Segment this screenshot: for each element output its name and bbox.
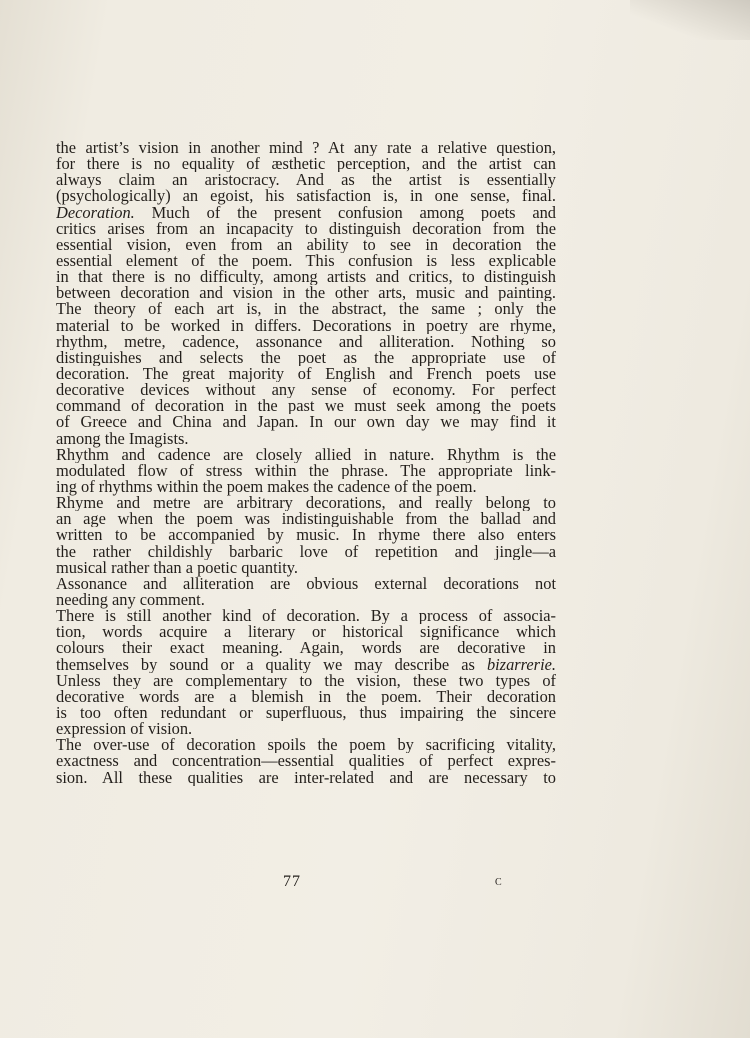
page-corner-shadow bbox=[630, 0, 750, 40]
text-line bbox=[56, 511, 556, 527]
text-line bbox=[56, 221, 556, 237]
body-text bbox=[56, 140, 556, 786]
text-line bbox=[56, 382, 556, 398]
italic-term: Decoration. bbox=[56, 204, 135, 221]
line-text: of Greece and China and Japan. In our own day we may find it bbox=[56, 414, 556, 431]
line-text: Rhythm and cadence are closely allied in nature. Rhythm is the bbox=[56, 446, 556, 463]
text-line bbox=[56, 350, 556, 366]
text-line bbox=[56, 318, 556, 334]
text-line bbox=[56, 447, 556, 463]
line-text: needing any comment. bbox=[56, 589, 205, 609]
line-text: command of decoration in the past we must seek among the poets bbox=[56, 398, 556, 415]
line-text: among the Imagists. bbox=[56, 428, 189, 448]
line-text: an age when the poem was indistinguishable from the ballad and bbox=[56, 511, 556, 528]
line-text: modulated flow of stress within the phrase. The appropriate link- bbox=[56, 462, 556, 479]
text-line bbox=[56, 366, 556, 382]
line-text: the artist’s vision in another mind ? At any rate a relative question, bbox=[56, 140, 556, 157]
line-text: material to be worked in differs. Decorations in poetry are rhyme, bbox=[56, 317, 556, 334]
text-line bbox=[56, 428, 556, 448]
text-line bbox=[56, 205, 556, 221]
signature-mark: c bbox=[495, 874, 502, 889]
line-text: Much of the present confusion among poets and bbox=[134, 204, 556, 221]
line-text: decoration. The great majority of English and French poets use bbox=[56, 365, 556, 383]
text-line bbox=[56, 770, 556, 786]
line-text: rhythm, metre, cadence, assonance and alliteration. Nothing so bbox=[56, 333, 556, 350]
text-line bbox=[56, 301, 556, 317]
line-text: There is still another kind of decoration. By a process of associa- bbox=[56, 608, 556, 625]
line-text: The over-use of decoration spoils the poem by sacrificing vitality, bbox=[56, 737, 556, 754]
text-line bbox=[56, 140, 556, 156]
line-text: is too often redundant or superfluous, thus impairing the sincere bbox=[56, 704, 556, 722]
line-text: tion, words acquire a literary or historical significance which bbox=[56, 624, 556, 641]
text-line bbox=[56, 608, 556, 624]
line-text: between decoration and vision in the other arts, music and painting. bbox=[56, 285, 556, 302]
line-text: sion. All these qualities are inter-related and are necessary to bbox=[56, 769, 556, 786]
text-line bbox=[56, 476, 556, 496]
text-line bbox=[56, 285, 556, 301]
line-text: essential vision, even from an ability to see in decoration the bbox=[56, 236, 556, 253]
line-text: essential element of the poem. This confusion is less explicable bbox=[56, 252, 556, 270]
line-text: Rhyme and metre are arbitrary decorations, and really belong to bbox=[56, 495, 556, 512]
line-text: for there is no equality of æsthetic perception, and the artist can bbox=[56, 156, 556, 173]
text-line bbox=[56, 624, 556, 640]
line-text: exactness and concentration—essential qualities of perfect expres- bbox=[56, 753, 556, 770]
text-line bbox=[56, 753, 556, 769]
line-text: written to be accompanied by music. In rhyme there also enters bbox=[56, 527, 556, 544]
line-text: The theory of each art is, in the abstract, the same ; only the bbox=[56, 301, 556, 318]
text-line bbox=[56, 156, 556, 172]
text-line bbox=[56, 269, 556, 285]
text-line bbox=[56, 657, 556, 673]
text-line bbox=[56, 527, 556, 543]
line-text: in that there is no difficulty, among artists and critics, to distinguish bbox=[56, 269, 556, 286]
text-line bbox=[56, 398, 556, 414]
line-text: themselves by sound or a quality we may describe as bbox=[56, 656, 487, 673]
line-text: critics arises from an incapacity to distinguish decoration from the bbox=[56, 220, 556, 237]
text-line bbox=[56, 721, 556, 737]
line-text: expression of vision. bbox=[56, 719, 193, 739]
line-text: Unless they are complementary to the vision, these two types of bbox=[56, 672, 556, 689]
line-text: ing of rhythms within the poem makes the cadence of the poem. bbox=[56, 476, 477, 496]
line-text: decorative devices without any sense of economy. For perfect bbox=[56, 382, 556, 399]
line-text: colours their exact meaning. Again, words are decorative in bbox=[56, 640, 556, 657]
text-line bbox=[56, 253, 556, 269]
text-line bbox=[56, 737, 556, 753]
text-line bbox=[56, 640, 556, 656]
line-text: the rather childishly barbaric love of repetition and jingle—a bbox=[56, 543, 556, 560]
text-line bbox=[56, 673, 556, 689]
text-line bbox=[56, 188, 556, 204]
text-line bbox=[56, 689, 556, 705]
line-text: decorative words are a blemish in the poem. Their decoration bbox=[56, 688, 556, 705]
line-text: musical rather than a poetic quantity. bbox=[56, 557, 298, 577]
line-text: (psychologically) an egoist, his satisfaction is, in one sense, final. bbox=[56, 188, 556, 205]
text-line bbox=[56, 557, 556, 577]
text-line bbox=[56, 172, 556, 188]
line-text: Assonance and alliteration are obvious external decorations not bbox=[56, 575, 556, 592]
page-number: 77 bbox=[283, 873, 301, 890]
text-line bbox=[56, 237, 556, 253]
line-text: distinguishes and selects the poet as the appropriate use of bbox=[56, 349, 556, 366]
text-line bbox=[56, 495, 556, 511]
text-line bbox=[56, 589, 556, 609]
italic-term: bizarrerie. bbox=[486, 656, 556, 673]
line-text: always claim an aristocracy. And as the artist is essentially bbox=[56, 172, 556, 189]
text-line bbox=[56, 334, 556, 350]
